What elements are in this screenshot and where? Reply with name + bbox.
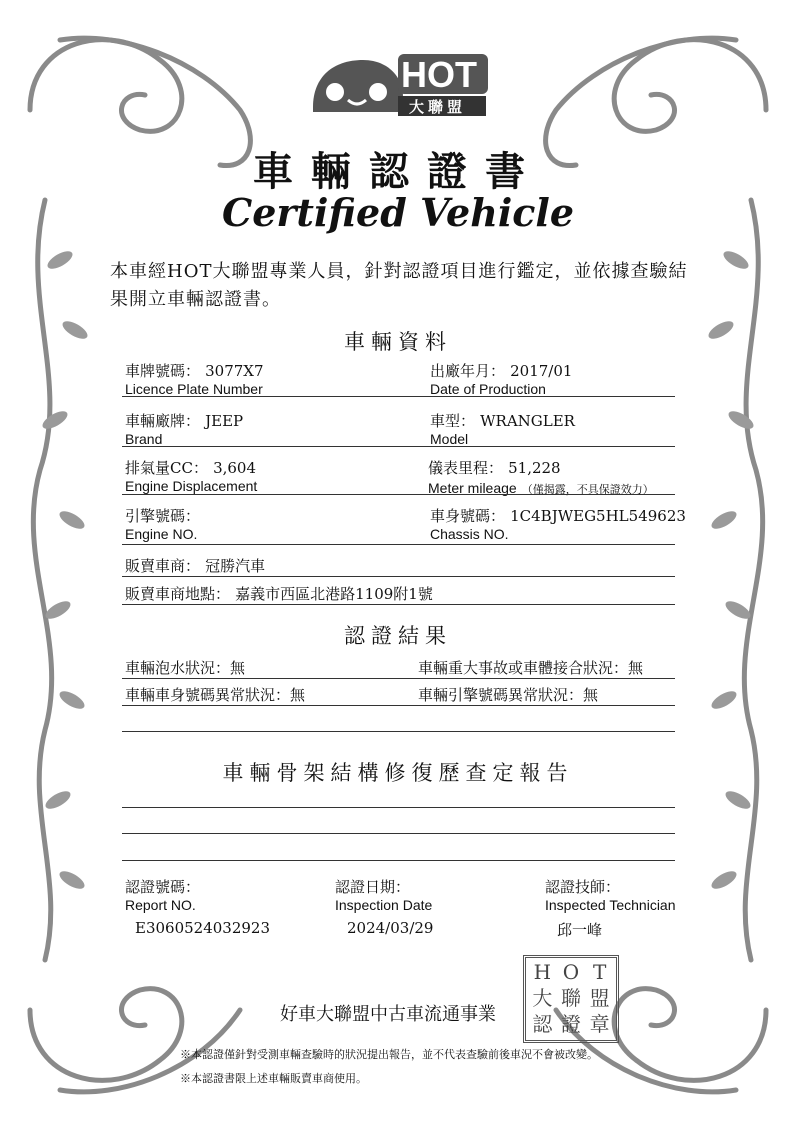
field-displacement: 排氣量CC： 3,604 Engine Displacement [125,459,258,494]
field-brand: 車輛廠牌： JEEP Brand [125,412,244,447]
hot-logo [303,52,493,122]
displacement-value: 3,604 [213,459,257,477]
divider [122,446,675,447]
certification-stamp [523,955,619,1043]
section-result: 認證結果 [344,624,452,648]
stamp-char: H [533,960,552,984]
section-vehicle-data: 車輛資料 [344,330,452,354]
section-frame-report: 車輛骨架結構修復歷查定報告 [222,761,574,785]
technician-value: 邱一峰 [557,921,603,939]
footer-report: 認證號碼： Report NO. E3060524032923 [125,878,271,937]
report-no-value: E3060524032923 [135,919,271,937]
model-value: WRANGLER [480,412,575,430]
divider [122,731,675,732]
divider [122,604,675,605]
field-mileage: 儀表里程： 51,228 Meter mileage （僅揭露，不具保證效力） [428,459,654,496]
divider [122,678,675,679]
company-name: 好車大聯盟中古車流通事業 [280,1004,496,1024]
footer-date: 認證日期： Inspection Date 2024/03/29 [335,878,434,937]
stamp-char: 大 [532,986,553,1010]
field-production: 出廠年月： 2017/01 Date of Production [430,362,573,397]
title-chinese: 車輛認證書 [253,148,543,195]
footer-technician: 認證技師： Inspected Technician 邱一峰 [545,878,676,939]
stamp-char: O [562,960,580,984]
divider [122,396,675,397]
result-body-no: 車輛車身號碼異常狀況：無 [125,686,306,704]
result-accident: 車輛重大事故或車體接合狀況：無 [418,659,644,677]
result-engine-anomaly: 車輛引擎號碼異常狀況：無 [418,686,599,704]
logo-brand: HOT [401,54,477,95]
divider [122,860,675,861]
stamp-char: 盟 [589,986,610,1010]
title-english: Certified Vehicle [221,190,575,235]
brand-value: JEEP [205,412,244,430]
stamp-char: 認 [532,1012,553,1036]
note-2: ※本認證書限上述車輛販賣車商使用。 [180,1072,367,1085]
note-1: ※本認證僅針對受測車輛查驗時的狀況提出報告，並不代表查驗前後車況不會被改變。 [180,1048,598,1061]
divider [122,576,675,577]
divider [122,833,675,834]
divider [122,807,675,808]
stamp-char: 證 [560,1012,581,1036]
production-value: 2017/01 [510,362,573,380]
field-plate: 車牌號碼： 3077X7 Licence Plate Number [125,362,264,397]
intro-text: 本車經HOT大聯盟專業人員，針對認證項目進行鑑定，並依據查驗結果開立車輛認證書。 [110,261,688,310]
stamp-char: 聯 [560,986,581,1010]
mileage-note: （僅揭露，不具保證效力） [521,483,654,496]
stamp-char: T [592,960,607,984]
chassis-no-value: 1C4BJWEG5HL549623 [510,507,686,525]
divider [122,544,675,545]
inspection-date-value: 2024/03/29 [347,919,434,937]
field-engine-no: 引擎號碼： Engine NO. [125,507,201,542]
stamp-char: 章 [589,1012,610,1036]
field-model: 車型： WRANGLER Model [430,412,575,447]
field-chassis-no: 車身號碼： 1C4BJWEG5HL549623 Chassis NO. [430,507,686,542]
mileage-value: 51,228 [508,459,561,477]
dealer-value: 冠勝汽車 [205,557,266,575]
divider [122,705,675,706]
result-flood: 車輛泡水狀況：無 [125,659,246,677]
field-dealer-address: 販賣車商地點： 嘉義市西區北港路1109附1號 [125,585,433,603]
divider [122,494,675,495]
dealer-address-value: 嘉義市西區北港路1109附1號 [235,585,433,603]
field-dealer: 販賣車商： 冠勝汽車 [125,557,266,575]
logo-sub: 大聯盟 [409,98,467,116]
plate-value: 3077X7 [205,362,264,380]
